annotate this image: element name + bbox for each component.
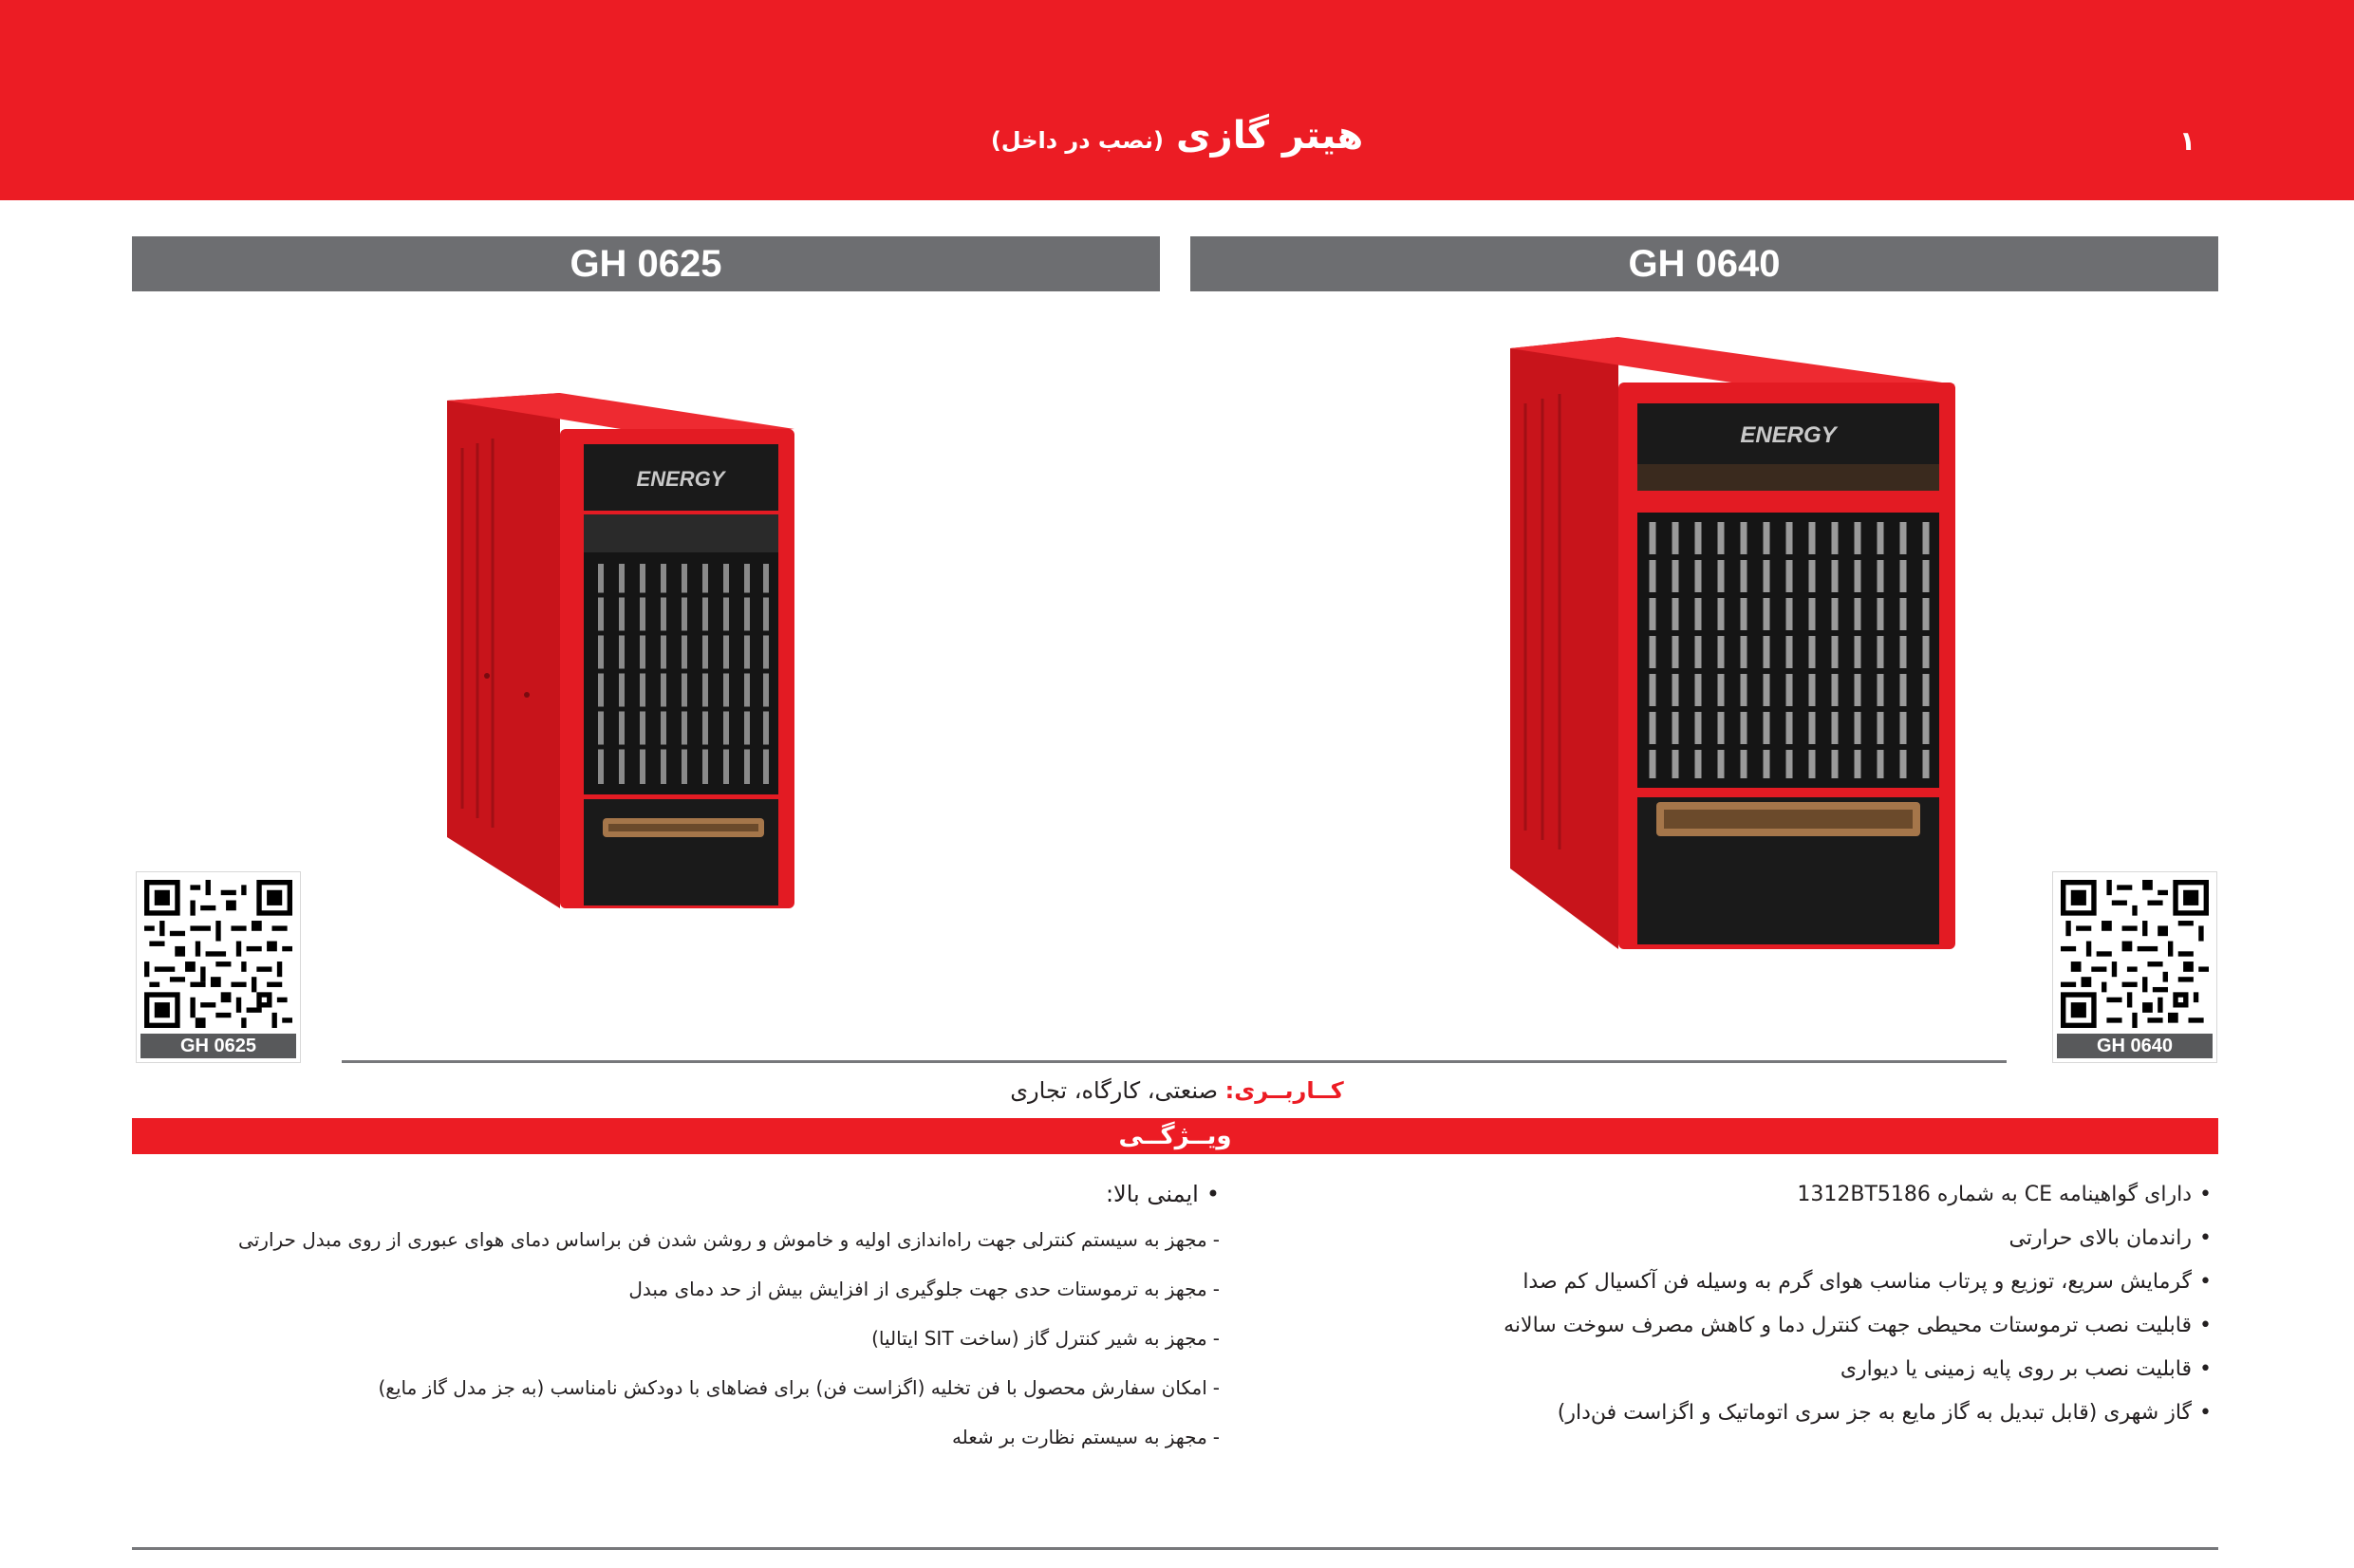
page-title xyxy=(0,114,2354,158)
section-divider xyxy=(342,1060,2007,1063)
qr-code-icon xyxy=(2061,880,2209,1028)
model-bar-gh0640: GH 0640 xyxy=(1190,236,2218,291)
brand-logo-gh0640: ENERGY xyxy=(1740,422,1837,448)
bullet-icon: • xyxy=(2199,1401,2212,1425)
bottom-rule xyxy=(132,1547,2218,1550)
safety-item: -امکان سفارش محصول با فن تخلیه (اگزاست فن) برای فضاهای با دودکش نامناسب (به جز مدل گاز مایع) xyxy=(378,1376,1220,1399)
feature-item: •قابلیت نصب ترموستات محیطی جهت کنترل دما و کاهش مصرف سوخت سالانه xyxy=(1504,1314,2212,1337)
brand-logo-gh0625: ENERGY xyxy=(636,467,725,491)
feature-item: •دارای گواهینامه CE به شماره 1312BT5186 xyxy=(1797,1183,2212,1206)
usage-label: کــاربــری: xyxy=(1224,1077,1344,1104)
bullet-icon: • xyxy=(2199,1357,2212,1381)
feature-item: •راندمان بالای حرارتی xyxy=(2008,1226,2212,1250)
qr-code-gh0625[interactable] xyxy=(136,871,301,1063)
qr-code-icon xyxy=(144,880,292,1028)
header-bar xyxy=(0,0,2354,200)
bullet-icon: • xyxy=(2199,1226,2212,1250)
qr-label-gh0640: GH 0640 xyxy=(2057,1034,2213,1058)
safety-item: -مجهز به ترموستات حدی جهت جلوگیری از افزایش بیش از حد دمای مبدل xyxy=(628,1278,1220,1300)
bullet-icon: • xyxy=(1205,1181,1220,1207)
feature-item: •قابلیت نصب بر روی پایه زمینی یا دیواری xyxy=(1840,1357,2212,1381)
features-left-list xyxy=(152,1173,1220,1462)
features-right-list xyxy=(1234,1173,2212,1435)
page-title-subtitle: (نصب در داخل) xyxy=(990,127,1164,154)
bullet-icon: • xyxy=(2199,1270,2212,1294)
safety-item: -مجهز به سیستم کنترلی جهت راه‌اندازی اولیه و خاموش و روشن شدن فن براساس دمای هوای عبوری از روی مبدل حرارتی xyxy=(238,1228,1220,1251)
usage-value: صنعتی، کارگاه، تجاری xyxy=(1010,1077,1218,1104)
safety-item: -مجهز به شیر کنترل گاز (ساخت SIT ایتالیا) xyxy=(871,1327,1220,1350)
feature-item: •گرمایش سریع، توزیع و پرتاب مناسب هوای گرم به وسیله فن آکسیال کم صدا xyxy=(1523,1270,2212,1294)
qr-code-gh0640[interactable] xyxy=(2052,871,2217,1063)
heater-image-gh0640 xyxy=(1504,337,1960,954)
page-number: ۱ xyxy=(2179,125,2196,157)
safety-heading: •ایمنی بالا: xyxy=(1105,1181,1220,1207)
safety-item: -مجهز به سیستم نظارت بر شعله xyxy=(951,1426,1220,1448)
model-bar-gh0625: GH 0625 xyxy=(132,236,1160,291)
usage-line xyxy=(0,1071,2354,1111)
features-title-bar: ویــژگــی xyxy=(132,1118,2218,1154)
page-title-main: هیتر گازی xyxy=(1176,114,1364,158)
bullet-icon: • xyxy=(2199,1183,2212,1206)
feature-item: •گاز شهری (قابل تبدیل به گاز مایع به جز سری اتوماتیک و اگزاست فن‌دار) xyxy=(1557,1401,2212,1425)
qr-label-gh0625: GH 0625 xyxy=(140,1034,296,1058)
bullet-icon: • xyxy=(2199,1314,2212,1337)
heater-image-gh0625 xyxy=(441,391,802,918)
